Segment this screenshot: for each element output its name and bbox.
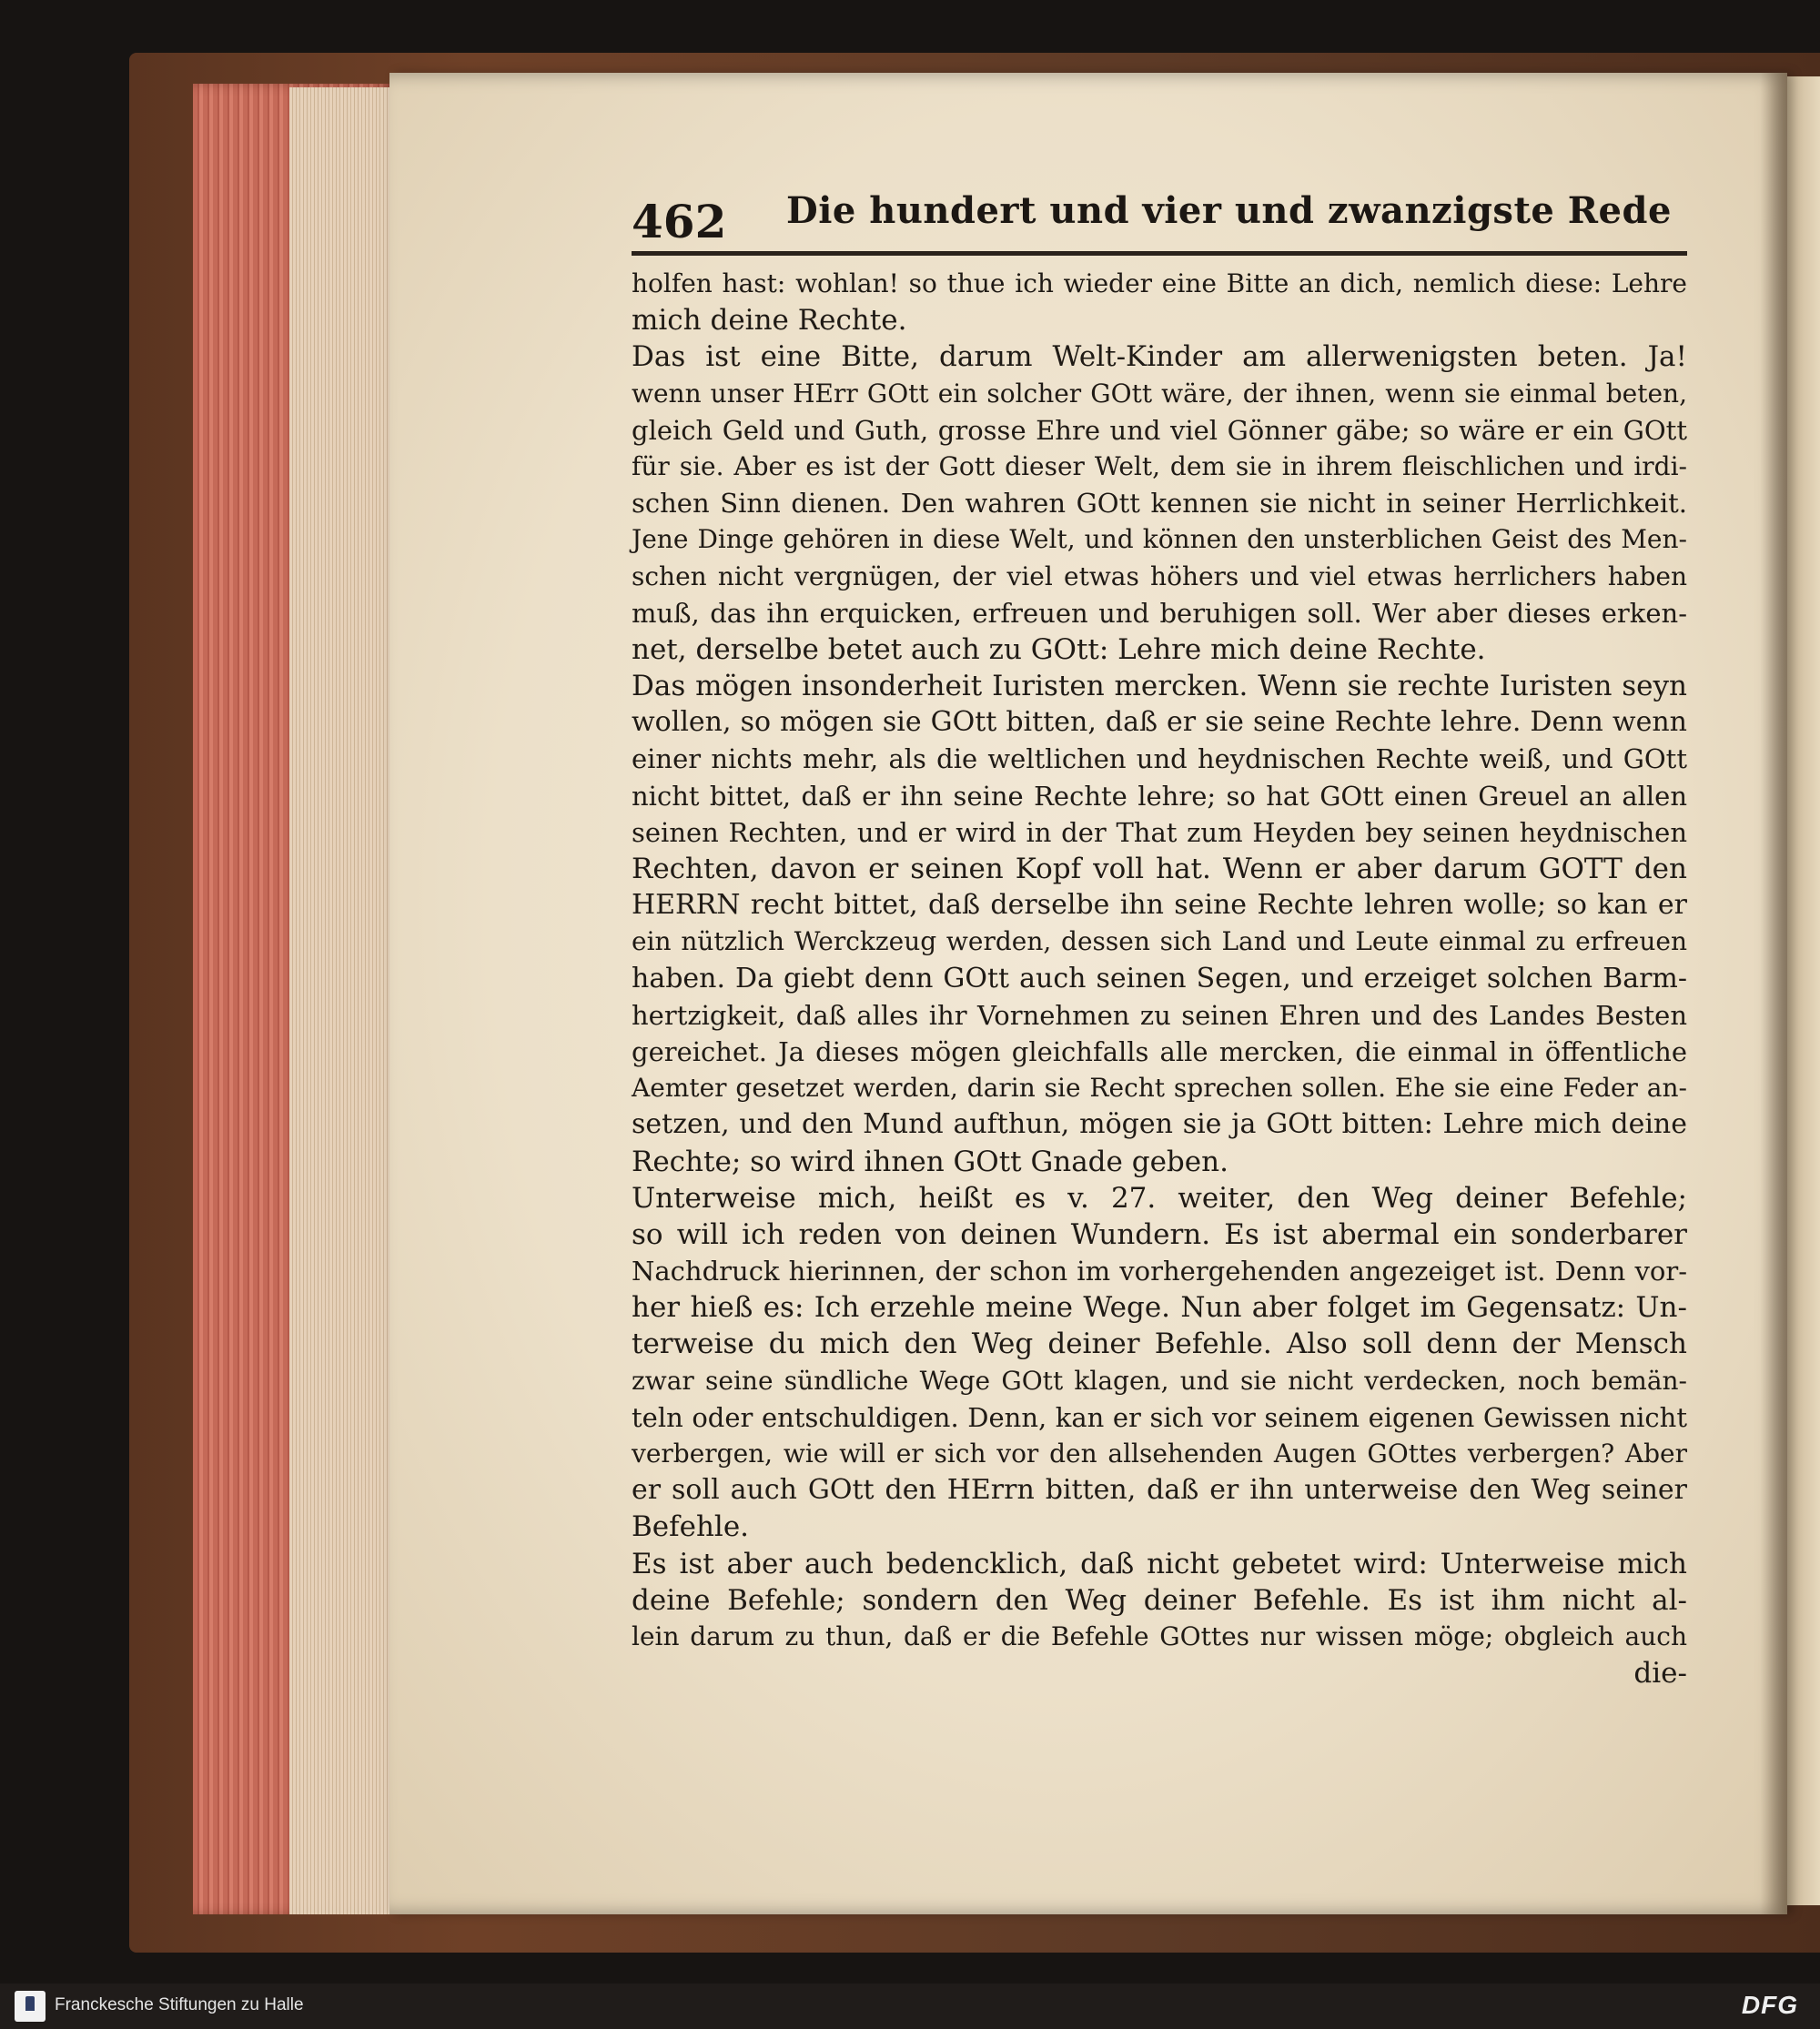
text-line: deine Befehle; sondern den Weg deiner Befehle. Es ist ihm nicht al-	[632, 1583, 1687, 1617]
text-line: Das ist eine Bitte, darum Welt-Kinder am allerwenigsten beten. Ja!	[632, 340, 1687, 374]
text-line: haben. Da giebt denn GOtt auch seinen Segen, und erzeiget solchen Barm-	[632, 962, 1687, 994]
institution-logo-icon	[15, 1991, 46, 2022]
page-header	[632, 186, 1687, 258]
text-line: gereichet. Ja dieses mögen gleichfalls alle mercken, die einmal in öffentliche	[632, 1035, 1687, 1067]
text-line: lein darum zu thun, daß er die Befehle GOttes nur wissen möge; obgleich auch	[632, 1620, 1687, 1651]
page-stack	[289, 87, 389, 1914]
text-line: Nachdruck hierinnen, der schon im vorhergehenden angezeiget ist. Denn vor-	[632, 1256, 1687, 1287]
text-line: ein nützlich Werckzeug werden, dessen sich Land und Leute einmal zu erfreuen	[632, 926, 1687, 957]
text-line: Rechte; so wird ihnen GOtt Gnade geben.	[632, 1145, 1228, 1178]
text-line: wollen, so mögen sie GOtt bitten, daß er sie seine Rechte lehre. Denn wenn	[632, 706, 1687, 739]
book-page	[389, 73, 1787, 1914]
text-line: hertzigkeit, daß alles ihr Vornehmen zu seinen Ehren und des Landes Besten	[632, 999, 1687, 1031]
dfg-logo: DFG	[1741, 1991, 1798, 2019]
viewer-footer	[0, 1984, 1820, 2029]
text-line: für sie. Aber es ist der Gott dieser Welt, dem sie in ihrem fleischlichen und irdi-	[632, 450, 1687, 481]
text-line: Befehle.	[632, 1510, 750, 1544]
text-line: teln oder entschuldigen. Denn, kan er sich vor seinem eigenen Gewissen nicht	[632, 1401, 1687, 1433]
text-line: Es ist aber auch bedencklich, daß nicht gebetet wird: Unterweise mich	[632, 1547, 1687, 1580]
text-line: verbergen, wie will er sich vor den allsehenden Augen GOttes verbergen? Aber	[632, 1438, 1687, 1469]
text-line: zwar seine sündliche Wege GOtt klagen, und sie nicht verdecken, noch bemän-	[632, 1365, 1687, 1396]
text-line: er soll auch GOtt den HErrn bitten, daß er ihn unterweise den Weg seiner	[632, 1474, 1687, 1507]
text-line: holfen hast: wohlan! so thue ich wieder eine Bitte an dich, nemlich diese: Lehre	[632, 268, 1687, 298]
text-line: Rechten, davon er seinen Kopf voll hat. Wenn er aber darum GOTT den	[632, 853, 1687, 885]
page-number: 462	[632, 195, 727, 248]
text-line: nicht bittet, daß er ihn seine Rechte lehre; so hat GOtt einen Greuel an allen	[632, 780, 1687, 812]
text-line: mich deine Rechte.	[632, 304, 907, 338]
text-line: Unterweise mich, heißt es v. 27. weiter, den Weg deiner Befehle;	[632, 1181, 1687, 1215]
text-line: HERRN recht bittet, daß derselbe ihn seine Rechte lehren wolle; so kan er	[632, 889, 1687, 922]
text-line: her hieß es: Ich erzehle meine Wege. Nun aber folget im Gegensatz: Un-	[632, 1291, 1687, 1325]
facing-page-edge	[1787, 76, 1820, 1905]
text-line: einer nichts mehr, als die weltlichen und heydnischen Rechte weiß, und GOtt	[632, 743, 1687, 775]
header-rule	[632, 251, 1687, 256]
text-line: setzen, und den Mund aufthun, mögen sie ja GOtt bitten: Lehre mich deine	[632, 1108, 1687, 1141]
text-line: Aemter gesetzet werden, darin sie Recht sprechen sollen. Ehe sie eine Feder an-	[632, 1073, 1687, 1104]
text-line: wenn unser HErr GOtt ein solcher GOtt wäre, der ihnen, wenn sie einmal beten,	[632, 378, 1687, 409]
text-line: so will ich reden von deinen Wundern. Es ist abermal ein sonderbarer	[632, 1217, 1687, 1251]
page-gutter-shadow	[1760, 73, 1787, 1914]
body-text	[632, 266, 1687, 1691]
text-line: seinen Rechten, und er wird in der That zum Heyden bey seinen heydnischen	[632, 816, 1687, 848]
catchword: die-	[1633, 1657, 1687, 1691]
running-title: Die hundert und vier und zwanzigste Rede	[786, 189, 1672, 232]
text-line: Jene Dinge gehören in diese Welt, und können den unsterblichen Geist des Men-	[632, 524, 1687, 555]
text-line: net, derselbe betet auch zu GOtt: Lehre mich deine Rechte.	[632, 632, 1486, 666]
text-line: schen Sinn dienen. Den wahren GOtt kennen sie nicht in seiner Herrlichkeit.	[632, 488, 1687, 520]
text-line: gleich Geld und Guth, grosse Ehre und viel Gönner gäbe; so wäre er ein GOtt	[632, 414, 1687, 446]
text-line: Das mögen insonderheit Iuristen mercken. Wenn sie rechte Iuristen seyn	[632, 670, 1687, 703]
text-line: schen nicht vergnügen, der viel etwas höhers und viel etwas herrlichers haben	[632, 560, 1687, 591]
text-line: muß, das ihn erquicken, erfreuen und beruhigen soll. Wer aber dieses erken-	[632, 597, 1687, 629]
text-line: terweise du mich den Weg deiner Befehle. Also soll denn der Mensch	[632, 1327, 1687, 1361]
institution-name: Franckesche Stiftungen zu Halle	[55, 1995, 304, 2014]
